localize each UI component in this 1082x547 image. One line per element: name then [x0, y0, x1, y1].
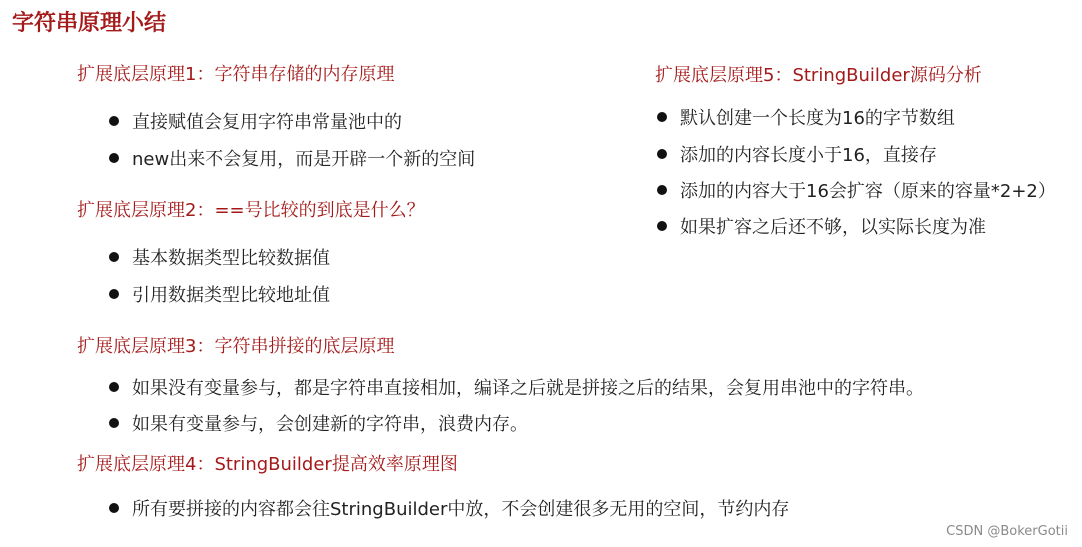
section-5-item-1	[680, 104, 955, 130]
section-5-item-4	[680, 213, 986, 239]
section-5-item-3	[680, 177, 1056, 203]
item-text: 所有要拼接的内容都会往StringBuilder中放，不会创建很多无用的空间，节约内存	[132, 499, 790, 520]
section-2-heading: 扩展底层原理2：==号比较的到底是什么？	[77, 200, 425, 221]
item-text: 直接赋值会复用字符串常量池中的	[132, 112, 402, 133]
item-text: new出来不会复用，而是开辟一个新的空间	[132, 149, 476, 170]
bullet-icon	[657, 149, 667, 159]
section-1-item-1	[132, 108, 402, 134]
section-2-item-2	[132, 281, 330, 307]
bullet-icon	[109, 116, 119, 126]
bullet-icon	[109, 382, 119, 392]
item-text: 引用数据类型比较地址值	[132, 285, 330, 306]
section-1-item-2	[132, 145, 475, 171]
bullet-icon	[657, 221, 667, 231]
item-text: 添加的内容长度小于16，直接存	[680, 145, 937, 166]
bullet-icon	[109, 503, 119, 513]
bullet-icon	[109, 153, 119, 163]
item-text: 默认创建一个长度为16的字节数组	[680, 108, 955, 129]
watermark: CSDN @BokerGotii	[946, 524, 1068, 539]
item-text: 如果扩容之后还不够，以实际长度为准	[680, 217, 986, 238]
bullet-icon	[109, 289, 119, 299]
item-text: 如果没有变量参与，都是字符串直接相加，编译之后就是拼接之后的结果，会复用串池中的字符串。	[132, 378, 924, 399]
item-text: 如果有变量参与，会创建新的字符串，浪费内存。	[132, 414, 528, 435]
bullet-icon	[657, 185, 667, 195]
section-3-item-1	[132, 374, 924, 400]
bullet-icon	[657, 112, 667, 122]
section-4-heading: 扩展底层原理4：StringBuilder提高效率原理图	[77, 454, 458, 475]
section-1-heading: 扩展底层原理1：字符串存储的内存原理	[77, 64, 395, 85]
section-3-item-2	[132, 410, 528, 436]
section-2-item-1	[132, 244, 330, 270]
section-5-item-2	[680, 141, 937, 167]
item-text: 基本数据类型比较数据值	[132, 248, 330, 269]
bullet-icon	[109, 252, 119, 262]
bullet-icon	[109, 418, 119, 428]
item-text: 添加的内容大于16会扩容（原来的容量*2+2）	[680, 181, 1056, 202]
section-3-heading: 扩展底层原理3：字符串拼接的底层原理	[77, 336, 395, 357]
section-4-item-1	[132, 495, 789, 521]
page-title: 字符串原理小结	[12, 11, 167, 36]
section-5-heading: 扩展底层原理5：StringBuilder源码分析	[655, 65, 982, 86]
